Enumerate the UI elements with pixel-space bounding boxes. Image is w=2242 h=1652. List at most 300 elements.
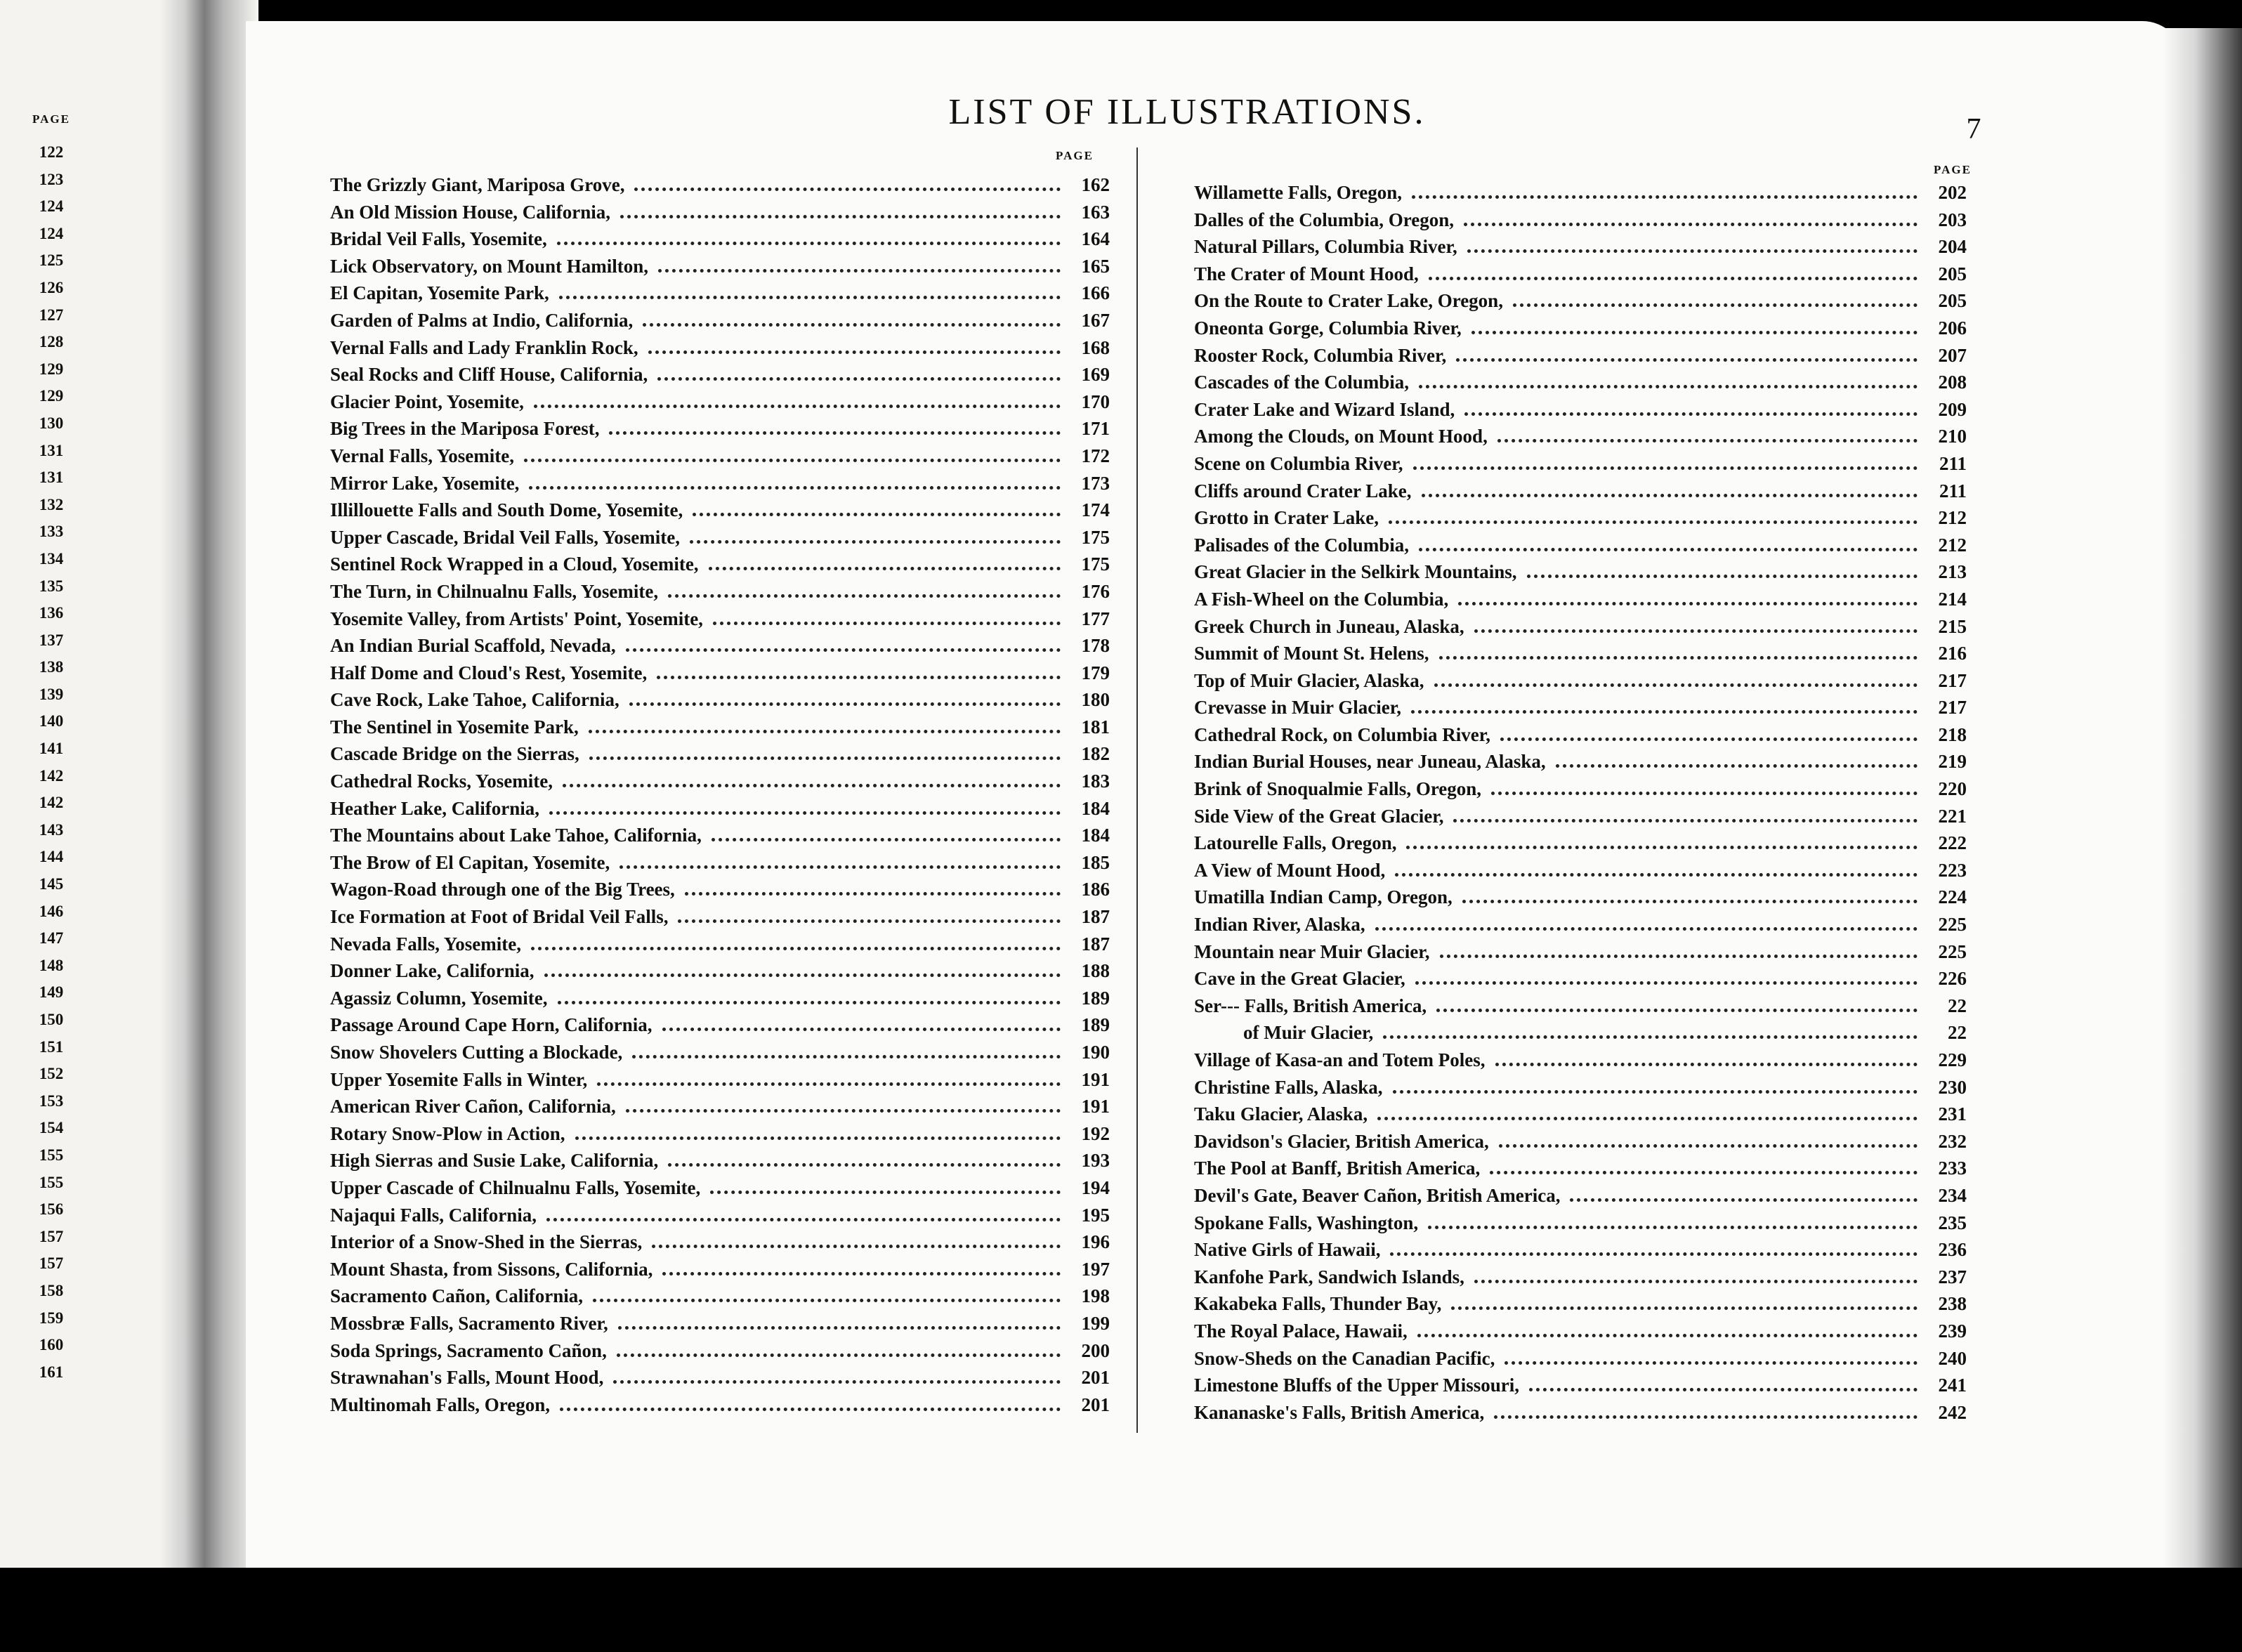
illustration-page-number: 236 xyxy=(1938,1239,1967,1261)
illustration-page-number: 212 xyxy=(1938,507,1967,529)
illustration-entry xyxy=(330,199,1110,226)
illustration-title: Cathedral Rock, on Columbia River, xyxy=(1194,723,1491,745)
illustration-page-number: 203 xyxy=(1938,209,1967,230)
left-page-number: 136 xyxy=(39,604,64,622)
illustration-title: Big Trees in the Mariposa Forest, xyxy=(330,418,600,440)
illustration-entry xyxy=(1194,857,1967,884)
illustration-title: Grotto in Crater Lake, xyxy=(1194,507,1379,529)
dot-leader xyxy=(1393,1090,1917,1094)
illustration-title: of Muir Glacier, xyxy=(1243,1022,1374,1044)
left-page-number: 160 xyxy=(39,1336,64,1354)
dot-leader xyxy=(668,1163,1061,1167)
left-page-number: 146 xyxy=(39,902,64,920)
illustration-entry xyxy=(330,280,1110,307)
dot-leader xyxy=(1440,955,1918,958)
dot-leader xyxy=(1428,1226,1917,1229)
dot-leader xyxy=(546,1218,1061,1221)
illustration-entry xyxy=(330,1256,1110,1283)
illustration-page-number: 224 xyxy=(1938,886,1967,908)
previous-page-strip xyxy=(0,0,176,1568)
illustration-page-number: 183 xyxy=(1081,771,1110,792)
illustration-title: Ice Formation at Foot of Bridal Veil Falls, xyxy=(330,906,669,928)
illustration-page-number: 177 xyxy=(1081,608,1110,629)
illustration-entry xyxy=(330,442,1110,470)
illustration-page-number: 193 xyxy=(1081,1150,1110,1172)
dot-leader xyxy=(1491,792,1917,795)
dot-leader xyxy=(657,676,1061,679)
left-page-number: 152 xyxy=(39,1065,64,1083)
illustration-title: Natural Pillars, Columbia River, xyxy=(1194,236,1457,258)
illustration-entry xyxy=(330,768,1110,795)
left-page-column-header: PAGE xyxy=(32,112,70,126)
dot-leader xyxy=(693,513,1061,516)
column-2-page-header: PAGE xyxy=(1934,163,1972,176)
illustration-page-number: 181 xyxy=(1081,716,1110,738)
left-page-number: 133 xyxy=(39,523,64,541)
illustration-title: Davidson's Glacier, British America, xyxy=(1194,1130,1489,1152)
illustration-entry xyxy=(330,253,1110,280)
illustration-entry xyxy=(330,524,1110,551)
dot-leader xyxy=(1494,1415,1917,1419)
illustration-page-number: 175 xyxy=(1081,526,1110,548)
illustration-entry xyxy=(330,795,1110,822)
illustration-entry xyxy=(1194,1372,1967,1399)
illustration-entry xyxy=(330,686,1110,714)
illustration-entry xyxy=(1194,504,1967,532)
illustration-entry xyxy=(1194,1074,1967,1101)
illustration-page-number: 192 xyxy=(1081,1122,1110,1144)
illustration-entry xyxy=(1194,179,1967,206)
illustration-title: Mirror Lake, Yosemite, xyxy=(330,472,520,494)
illustration-entry xyxy=(330,1337,1110,1365)
illustration-entry xyxy=(330,1202,1110,1229)
illustration-title: An Indian Burial Scaffold, Nevada, xyxy=(330,635,616,657)
illustration-page-number: 211 xyxy=(1939,480,1967,501)
illustration-title: Upper Cascade of Chilnualnu Falls, Yosemite, xyxy=(330,1176,701,1198)
illustration-entry xyxy=(1194,450,1967,478)
dot-leader xyxy=(710,1191,1061,1194)
left-page-number: 130 xyxy=(39,414,64,432)
illustration-title: Heather Lake, California, xyxy=(330,797,539,819)
illustration-page-number: 171 xyxy=(1081,418,1110,440)
left-page-number: 158 xyxy=(39,1281,64,1299)
illustration-title: Ser--- Falls, British America, xyxy=(1194,995,1427,1016)
illustration-title: Crevasse in Muir Glacier, xyxy=(1194,697,1401,719)
illustration-page-number: 201 xyxy=(1081,1394,1110,1415)
illustration-page-number: 201 xyxy=(1081,1367,1110,1389)
illustration-page-number: 207 xyxy=(1938,344,1967,366)
illustration-page-number: 233 xyxy=(1938,1158,1967,1179)
dot-leader xyxy=(544,973,1061,977)
illustration-title: Mount Shasta, from Sissons, California, xyxy=(330,1258,653,1280)
illustration-title: A Fish-Wheel on the Columbia, xyxy=(1194,588,1449,610)
dot-leader xyxy=(593,1299,1061,1302)
illustration-page-number: 239 xyxy=(1938,1320,1967,1342)
illustration-title: Among the Clouds, on Mount Hood, xyxy=(1194,426,1488,447)
illustration-title: Agassiz Column, Yosemite, xyxy=(330,987,548,1009)
left-page-number: 159 xyxy=(39,1309,64,1327)
illustration-title: Cascades of the Columbia, xyxy=(1194,372,1410,393)
illustration-page-number: 169 xyxy=(1081,364,1110,386)
illustration-entry xyxy=(330,1310,1110,1337)
illustration-page-number: 231 xyxy=(1938,1103,1967,1125)
illustration-title: Half Dome and Cloud's Rest, Yosemite, xyxy=(330,662,648,683)
illustration-entry xyxy=(1194,721,1967,749)
illustration-title: Illillouette Falls and South Dome, Yosemite, xyxy=(330,499,683,521)
left-page-number: 129 xyxy=(39,360,64,378)
dot-leader xyxy=(563,784,1061,787)
illustration-page-number: 186 xyxy=(1081,879,1110,900)
dot-leader xyxy=(1490,1171,1917,1174)
illustration-entry xyxy=(1194,1101,1967,1128)
illustration-page-number: 196 xyxy=(1081,1231,1110,1253)
illustration-page-number: 163 xyxy=(1081,201,1110,223)
illustration-page-number: 235 xyxy=(1938,1212,1967,1233)
left-page-number: 153 xyxy=(39,1092,64,1110)
left-page-number: 129 xyxy=(39,387,64,405)
column-1-page-header: PAGE xyxy=(1056,149,1094,162)
dot-leader xyxy=(560,1408,1061,1411)
illustration-title: Snow-Sheds on the Canadian Pacific, xyxy=(1194,1347,1495,1369)
left-page-number: 123 xyxy=(39,170,64,188)
dot-leader xyxy=(1513,303,1917,307)
illustration-title: Latourelle Falls, Oregon, xyxy=(1194,832,1397,854)
illustration-title: Snow Shovelers Cutting a Blockade, xyxy=(330,1042,623,1063)
dot-leader xyxy=(1419,548,1917,551)
dot-leader xyxy=(1417,1334,1917,1337)
illustration-entry xyxy=(1194,1399,1967,1427)
illustration-page-number: 225 xyxy=(1938,914,1967,936)
illustration-title: Bridal Veil Falls, Yosemite, xyxy=(330,228,547,250)
illustration-page-number: 205 xyxy=(1938,290,1967,312)
dot-leader xyxy=(557,242,1061,245)
illustration-entry xyxy=(1194,206,1967,234)
illustration-entry xyxy=(330,578,1110,605)
illustration-entry xyxy=(1194,1210,1967,1237)
dot-leader xyxy=(575,1136,1061,1140)
dot-leader xyxy=(709,567,1061,570)
dot-leader xyxy=(1415,981,1917,985)
illustration-page-number: 215 xyxy=(1938,615,1967,637)
illustration-entry xyxy=(1194,342,1967,369)
illustration-title: Rotary Snow-Plow in Action, xyxy=(330,1122,565,1144)
illustration-entry xyxy=(1194,1236,1967,1264)
illustration-page-number: 164 xyxy=(1081,228,1110,250)
column-divider xyxy=(1136,148,1138,1433)
illustration-page-number: 179 xyxy=(1081,662,1110,683)
illustration-entry xyxy=(330,849,1110,877)
illustration-page-number: 234 xyxy=(1938,1184,1967,1206)
dot-leader xyxy=(1495,1063,1917,1066)
illustration-page-number: 197 xyxy=(1081,1258,1110,1280)
illustration-page-number: 211 xyxy=(1939,452,1967,474)
left-page-number-column xyxy=(20,139,83,1386)
illustration-entry xyxy=(1194,694,1967,721)
illustration-entry xyxy=(330,361,1110,388)
dot-leader xyxy=(529,486,1061,490)
illustration-entry xyxy=(330,171,1110,199)
left-page-number: 137 xyxy=(39,631,64,649)
illustration-title: The Mountains about Lake Tahoe, California, xyxy=(330,825,702,846)
left-page-number: 135 xyxy=(39,577,64,595)
illustration-page-number: 184 xyxy=(1081,797,1110,819)
illustrations-list-column-1 xyxy=(330,171,1110,1418)
illustration-page-number: 22 xyxy=(1948,1022,1967,1044)
illustration-title: Dalles of the Columbia, Oregon, xyxy=(1194,209,1454,230)
illustration-page-number: 242 xyxy=(1938,1401,1967,1423)
illustration-entry xyxy=(1194,640,1967,667)
left-page-number: 138 xyxy=(39,658,64,676)
illustration-page-number: 238 xyxy=(1938,1293,1967,1315)
dot-leader xyxy=(658,269,1061,273)
dot-leader xyxy=(1499,1144,1917,1148)
illustration-title: The Grizzly Giant, Mariposa Grove, xyxy=(330,174,625,195)
illustration-title: Cascade Bridge on the Sierras, xyxy=(330,743,579,765)
illustration-title: Cave in the Great Glacier, xyxy=(1194,968,1405,990)
illustration-entry xyxy=(1194,613,1967,641)
left-page-number: 134 xyxy=(39,549,64,568)
illustration-entry xyxy=(1194,478,1967,505)
dot-leader xyxy=(1456,358,1917,362)
illustration-entry xyxy=(330,1120,1110,1148)
illustration-page-number: 225 xyxy=(1938,940,1967,962)
dot-leader xyxy=(1504,1361,1917,1365)
illustration-entry xyxy=(1194,1290,1967,1318)
illustration-entry xyxy=(1194,803,1967,830)
dot-leader xyxy=(1474,1280,1917,1283)
illustration-title: The Crater of Mount Hood, xyxy=(1194,263,1419,284)
dot-leader xyxy=(620,865,1061,869)
illustration-title: Interior of a Snow-Shed in the Sierras, xyxy=(330,1231,643,1253)
illustration-page-number: 187 xyxy=(1081,906,1110,928)
illustration-title: Rooster Rock, Columbia River, xyxy=(1194,344,1447,366)
illustration-page-number: 220 xyxy=(1938,778,1967,800)
illustration-title: Passage Around Cape Horn, California, xyxy=(330,1014,653,1036)
left-page-number: 128 xyxy=(39,333,64,351)
dot-leader xyxy=(531,947,1061,950)
illustration-page-number: 168 xyxy=(1081,336,1110,358)
dot-leader xyxy=(618,1326,1061,1330)
illustration-title: Oneonta Gorge, Columbia River, xyxy=(1194,317,1462,339)
illustration-title: Umatilla Indian Camp, Oregon, xyxy=(1194,886,1453,908)
illustration-page-number: 216 xyxy=(1938,643,1967,664)
illustration-page-number: 172 xyxy=(1081,445,1110,466)
left-page-number: 144 xyxy=(39,848,64,866)
book-gutter xyxy=(160,0,258,1568)
illustration-title: Vernal Falls and Lady Franklin Rock, xyxy=(330,336,638,358)
illustration-entry xyxy=(330,307,1110,334)
illustration-page-number: 174 xyxy=(1081,499,1110,521)
dot-leader xyxy=(613,1380,1061,1384)
dot-leader xyxy=(1439,656,1917,660)
illustration-page-number: 213 xyxy=(1938,561,1967,583)
illustration-title: On the Route to Crater Lake, Oregon, xyxy=(1194,290,1503,312)
illustration-page-number: 206 xyxy=(1938,317,1967,339)
left-page-number: 140 xyxy=(39,712,64,730)
left-page-number: 142 xyxy=(39,794,64,812)
illustration-title: Side View of the Great Glacier, xyxy=(1194,805,1444,827)
left-page-number: 155 xyxy=(39,1146,64,1164)
dot-leader xyxy=(1497,439,1917,442)
illustration-title: Sacramento Cañon, California, xyxy=(330,1285,583,1307)
illustration-page-number: 204 xyxy=(1938,236,1967,258)
illustration-page-number: 221 xyxy=(1938,805,1967,827)
dot-leader xyxy=(1383,1035,1917,1039)
illustration-title: Upper Yosemite Falls in Winter, xyxy=(330,1068,588,1090)
illustration-page-number: 184 xyxy=(1081,825,1110,846)
illustration-page-number: 230 xyxy=(1938,1076,1967,1098)
dot-leader xyxy=(1500,738,1917,741)
left-page-number: 155 xyxy=(39,1173,64,1191)
illustration-title: Nevada Falls, Yosemite, xyxy=(330,933,521,955)
illustration-title: Indian River, Alaska, xyxy=(1194,914,1365,936)
illustration-title: Mossbræ Falls, Sacramento River, xyxy=(330,1312,608,1334)
dot-leader xyxy=(648,350,1061,354)
dot-leader xyxy=(678,919,1061,923)
illustration-page-number: 182 xyxy=(1081,743,1110,765)
illustration-entry xyxy=(1194,1182,1967,1210)
dot-leader xyxy=(559,296,1061,299)
dot-leader xyxy=(1474,629,1917,633)
illustration-title: Najaqui Falls, California, xyxy=(330,1204,537,1226)
illustration-page-number: 188 xyxy=(1081,960,1110,982)
illustration-entry xyxy=(1194,830,1967,857)
dot-leader xyxy=(685,892,1061,896)
illustration-page-number: 173 xyxy=(1081,472,1110,494)
illustration-entry xyxy=(330,497,1110,524)
illustration-entry xyxy=(330,1011,1110,1039)
illustration-title: Seal Rocks and Cliff House, California, xyxy=(330,364,648,386)
dot-leader xyxy=(1375,927,1917,931)
left-page-number: 124 xyxy=(39,197,64,216)
illustration-entry xyxy=(1194,1019,1967,1047)
illustration-title: Kanfohe Park, Sandwich Islands, xyxy=(1194,1266,1464,1287)
illustration-page-number: 217 xyxy=(1938,697,1967,719)
dot-leader xyxy=(1527,575,1917,578)
left-page-number: 161 xyxy=(39,1363,64,1381)
illustration-entry xyxy=(1194,1345,1967,1372)
illustration-page-number: 202 xyxy=(1938,182,1967,203)
dot-leader xyxy=(1412,195,1917,199)
illustration-entry xyxy=(330,1147,1110,1174)
illustration-entry xyxy=(1194,911,1967,938)
illustration-page-number: 189 xyxy=(1081,1014,1110,1036)
illustration-entry xyxy=(1194,1155,1967,1182)
left-page-number: 125 xyxy=(39,251,64,270)
illustration-title: The Brow of El Capitan, Yosemite, xyxy=(330,851,610,873)
illustration-page-number: 218 xyxy=(1938,723,1967,745)
illustration-title: A View of Mount Hood, xyxy=(1194,859,1386,881)
illustration-entry xyxy=(1194,396,1967,424)
left-page-number: 124 xyxy=(39,224,64,242)
left-page-number: 156 xyxy=(39,1200,64,1219)
illustration-entry xyxy=(1194,369,1967,396)
dot-leader xyxy=(558,1001,1061,1004)
dot-leader xyxy=(626,648,1061,652)
illustration-entry xyxy=(330,822,1110,849)
illustration-entry xyxy=(1194,233,1967,261)
illustration-title: Wagon-Road through one of the Big Trees, xyxy=(330,879,675,900)
dot-leader xyxy=(1395,873,1917,877)
illustration-title: Willamette Falls, Oregon, xyxy=(1194,182,1402,203)
illustration-entry xyxy=(330,605,1110,633)
illustration-entry xyxy=(330,1093,1110,1120)
illustration-title: The Turn, in Chilnualnu Falls, Yosemite, xyxy=(330,580,659,602)
left-page-number: 154 xyxy=(39,1119,64,1137)
illustration-page-number: 232 xyxy=(1938,1130,1967,1152)
illustration-entry xyxy=(330,660,1110,687)
illustration-entry xyxy=(330,225,1110,253)
left-page-number: 122 xyxy=(39,143,64,161)
illustration-entry xyxy=(330,1391,1110,1419)
illustration-title: Soda Springs, Sacramento Cañon, xyxy=(330,1339,607,1361)
illustration-title: Garden of Palms at Indio, California, xyxy=(330,309,634,331)
left-page-number: 150 xyxy=(39,1011,64,1028)
illustration-entry xyxy=(1194,775,1967,803)
dot-leader xyxy=(1458,602,1917,605)
dot-leader xyxy=(1464,412,1917,416)
dot-leader xyxy=(634,188,1061,191)
illustration-title: Devil's Gate, Beaver Cañon, British America, xyxy=(1194,1184,1561,1206)
dot-leader xyxy=(1467,249,1917,253)
illustration-title: Palisades of the Columbia, xyxy=(1194,534,1410,556)
dot-leader xyxy=(620,215,1061,218)
illustration-page-number: 170 xyxy=(1081,391,1110,412)
illustration-title: Lick Observatory, on Mount Hamilton, xyxy=(330,255,649,277)
dot-leader xyxy=(617,1353,1061,1357)
dot-leader xyxy=(1422,494,1918,497)
illustration-page-number: 217 xyxy=(1938,669,1967,691)
dot-leader xyxy=(1436,1009,1917,1012)
illustration-entry xyxy=(1194,558,1967,586)
illustration-title: Crater Lake and Wizard Island, xyxy=(1194,398,1455,420)
illustration-entry xyxy=(330,931,1110,958)
illustration-title: Cave Rock, Lake Tahoe, California, xyxy=(330,689,620,711)
dot-leader xyxy=(690,540,1061,544)
dot-leader xyxy=(589,756,1061,760)
illustration-entry xyxy=(1194,1264,1967,1291)
left-page-number: 149 xyxy=(39,983,64,1002)
illustration-title: Summit of Mount St. Helens, xyxy=(1194,643,1429,664)
illustration-entry xyxy=(330,1364,1110,1391)
dot-leader xyxy=(1406,846,1917,849)
dot-leader xyxy=(1464,223,1917,226)
illustration-entry xyxy=(1194,287,1967,315)
illustration-title: Yosemite Valley, from Artists' Point, Yosemite, xyxy=(330,608,703,629)
dot-leader xyxy=(1411,710,1917,714)
dot-leader xyxy=(1429,277,1917,280)
dot-leader xyxy=(632,1055,1061,1058)
illustration-entry xyxy=(1194,938,1967,966)
illustration-page-number: 178 xyxy=(1081,635,1110,657)
illustration-entry xyxy=(1194,586,1967,613)
illustration-title: Indian Burial Houses, near Juneau, Alaska, xyxy=(1194,751,1546,773)
illustration-page-number: 175 xyxy=(1081,553,1110,575)
illustration-page-number: 191 xyxy=(1081,1068,1110,1090)
dot-leader xyxy=(589,730,1061,733)
dot-leader xyxy=(524,459,1061,462)
illustration-entry xyxy=(1194,532,1967,559)
dot-leader xyxy=(712,838,1061,841)
illustration-title: Native Girls of Hawaii, xyxy=(1194,1239,1381,1261)
illustration-page-number: 167 xyxy=(1081,309,1110,331)
illustration-page-number: 162 xyxy=(1081,174,1110,195)
dot-leader xyxy=(662,1028,1061,1031)
illustration-page-number: 165 xyxy=(1081,255,1110,277)
illustration-title: Brink of Snoqualmie Falls, Oregon, xyxy=(1194,778,1482,800)
dot-leader xyxy=(1419,385,1917,388)
illustration-entry xyxy=(330,740,1110,768)
